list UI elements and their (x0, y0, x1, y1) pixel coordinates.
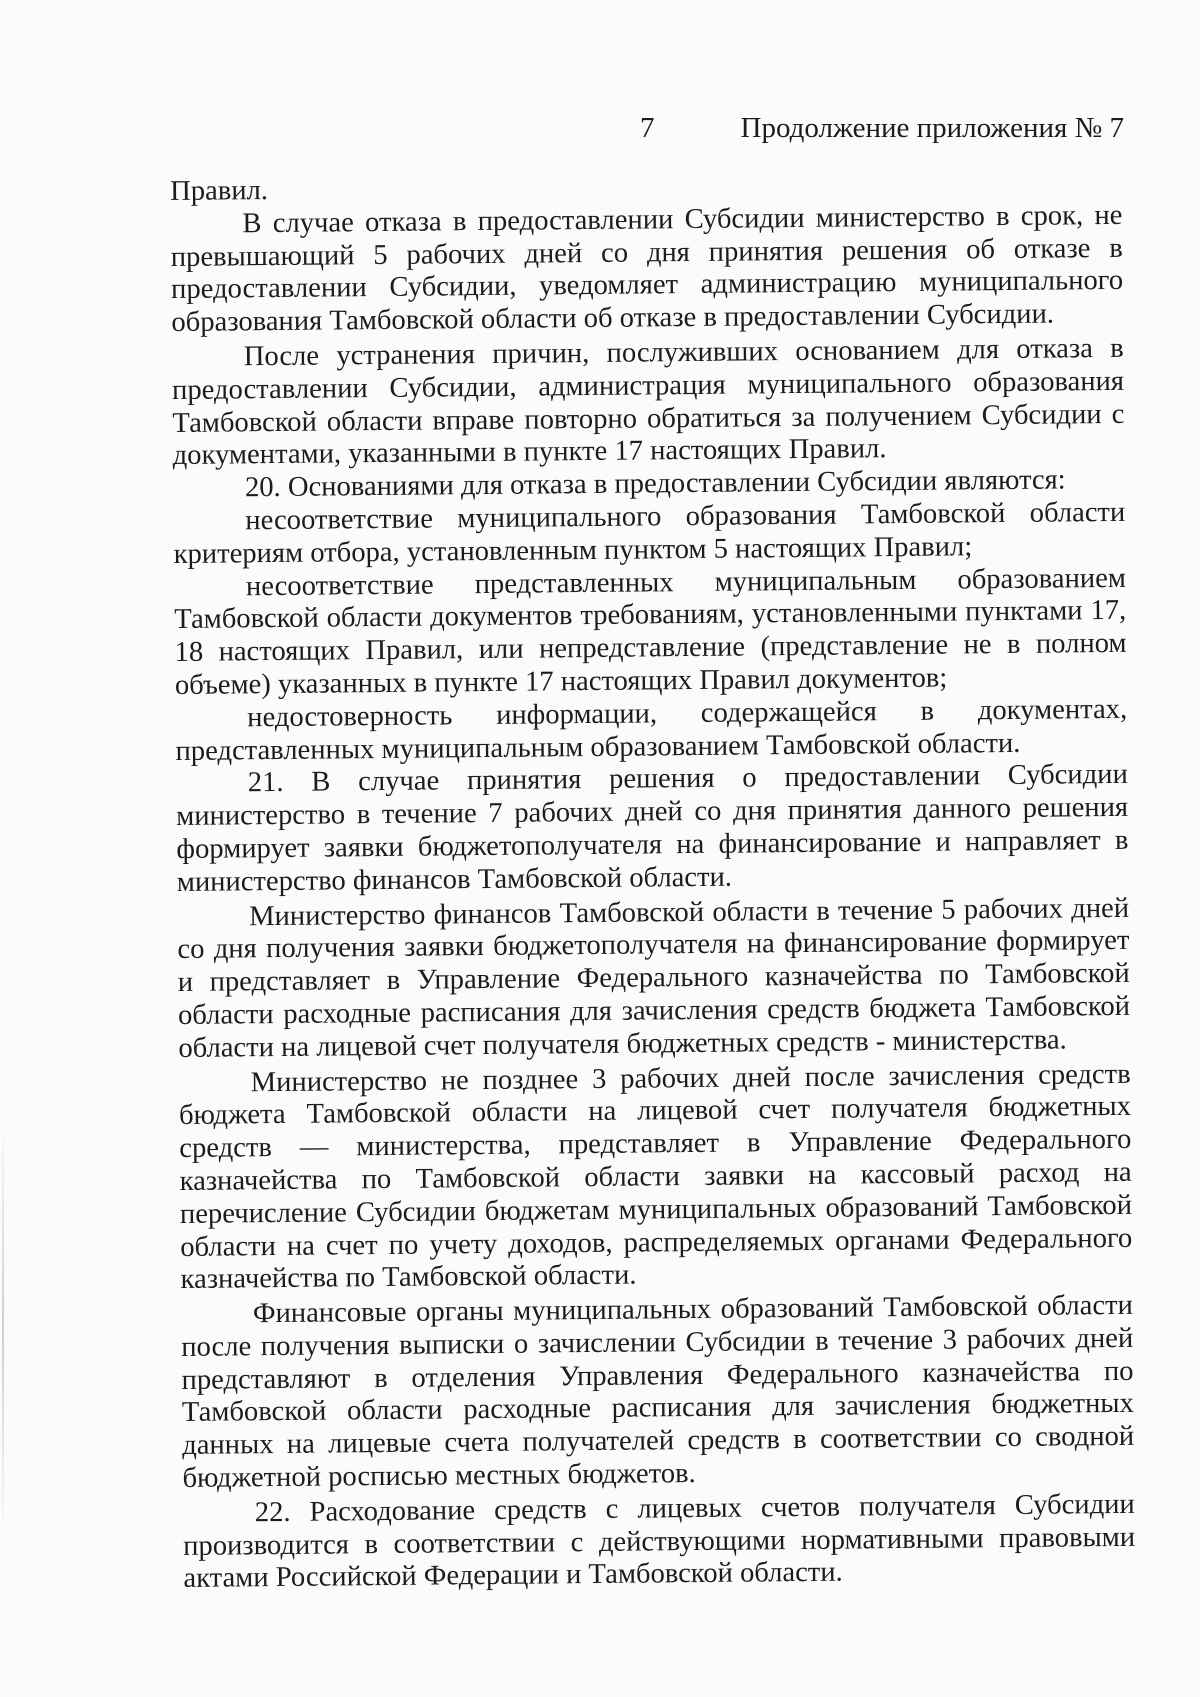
paragraph-6: несоответствие представленных муниципальным образованием Тамбовской области документов требованиям, установленными пунктами 17, 18 настоящих Правил, или непредставление (представление не в полном объеме) указанных в пункте 17 настоящих Правил документов; (174, 562, 1127, 701)
appendix-continuation-label: Продолжение приложения № 7 (740, 112, 1124, 144)
paragraph-10: Министерство не позднее 3 рабочих дней после зачисления средств бюджета Тамбовской области на лицевой счет получателя бюджетных средств — министерства, представляет в Управление Федерального казначейства по Тамбовской области заявки на кассовый расход на перечисление Субсидии бюджетам муниципальных образований Тамбовской области на счет по учету доходов, распределяемых органами Федерального казначейства по Тамбовской области. (178, 1058, 1133, 1296)
page-number: 7 (640, 112, 655, 144)
page-header (0, 112, 1200, 152)
paragraph-3: После устранения причин, послуживших основанием для отказа в предоставлении Субсидии, администрация муниципального образования Тамбовской области вправе повторно обратиться за получением Субсидии с документами, указанными в пункте 17 настоящих Правил. (171, 332, 1125, 472)
paragraph-11: Финансовые органы муниципальных образований Тамбовской области после получения выписки о зачислении Субсидии в течение 3 рабочих дней представляют в отделения Управления Федерального казначейства по Тамбовской области расходные расписания для зачисления бюджетных данных на лицевые счета получателей средств в соответствии со сводной бюджетной росписью местных бюджетов. (181, 1289, 1135, 1495)
paragraph-1: Правил. (170, 175, 269, 207)
scan-edge-shadow (2, 1120, 4, 1540)
document-body (170, 167, 1136, 1596)
paragraph-4: 20. Основаниями для отказа в предоставлении Субсидии являются: (244, 464, 1066, 504)
paragraph-7: недостоверность информации, содержащейся в документах, представленных муниципальным образованием Тамбовской области. (175, 693, 1128, 767)
paragraph-5: несоответствие муниципального образования Тамбовской области критериям отбора, установленным пунктом 5 настоящих Правил; (173, 496, 1126, 570)
paragraph-8: 21. В случае принятия решения о предоставлении Субсидии министерство в течение 7 рабочих дней со дня принятия данного решения формирует заявки бюджетополучателя на финансирование и направляет в министерство финансов Тамбовской области. (176, 759, 1129, 898)
paragraph-2: В случае отказа в предоставлении Субсидии министерство в срок, не превышающий 5 рабочих дней со дня принятия решения об отказе в предоставлении Субсидии, уведомляет администрацию муниципального образования Тамбовской области об отказе в предоставлении Субсидии. (170, 199, 1124, 339)
paragraph-9: Министерство финансов Тамбовской области в течение 5 рабочих дней со дня получения заявки бюджетополучателя на финансирование формирует и представляет в Управление Федерального казначейства по Тамбовской области расходные расписания для зачисления средств бюджета Тамбовской области на лицевой счет получателя бюджетных средств - министерства. (177, 892, 1131, 1064)
paragraph-12: 22. Расходование средств с лицевых счетов получателя Субсидии производится в соответствии с действующими нормативными правовыми актами Российской Федерации и Тамбовской области. (183, 1488, 1136, 1595)
